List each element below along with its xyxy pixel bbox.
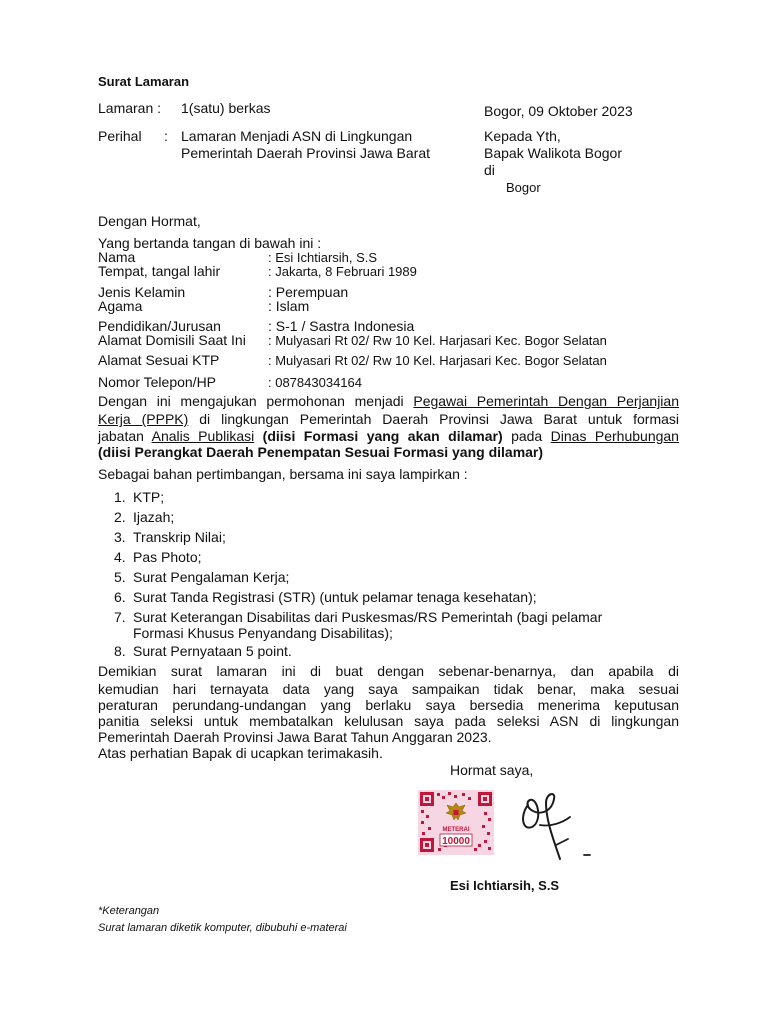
formasi-hint: (diisi Formasi yang akan dilamar) xyxy=(262,428,503,444)
list-item xyxy=(114,569,289,585)
field-value-nama: : Esi Ichtiarsih, S.S xyxy=(268,250,378,265)
list-item xyxy=(114,643,292,659)
field-label-domisili: Alamat Domisili Saat Ini xyxy=(98,332,246,348)
field-value-domisili: : Mulyasari Rt 02/ Rw 10 Kel. Harjasari Kec. Bogor Selatan xyxy=(268,333,607,348)
footnote-text: Surat lamaran diketik komputer, dibubuhi e-materai xyxy=(98,922,347,934)
field-value-pendidikan: : S-1 / Sastra Indonesia xyxy=(268,318,415,334)
list-text: KTP; xyxy=(133,489,165,505)
application-text: jabatan xyxy=(98,428,152,444)
list-text-line-1: Surat Keterangan Disabilitas dari Puskesmas/RS Pemerintah (bagi pelamar xyxy=(133,609,603,625)
list-number: 7. xyxy=(114,609,126,625)
recipient-line-1: Kepada Yth, xyxy=(484,128,561,144)
list-item xyxy=(114,589,537,605)
closing-line-3: peraturan perundang-undangan yang berlaku saya bersedia menerima keputusan xyxy=(98,697,679,713)
list-text-line-2: Formasi Khusus Penyandang Disabilitas); xyxy=(133,625,393,641)
stamp-amount: 10000 xyxy=(442,836,470,847)
list-item xyxy=(114,489,164,505)
signer-name: Esi Ichtiarsih, S.S xyxy=(450,878,560,893)
list-text xyxy=(133,609,602,641)
signature-image xyxy=(510,787,596,867)
field-label-agama: Agama xyxy=(98,298,143,314)
closing-line-5: Pemerintah Daerah Provinsi Jawa Barat Tahun Anggaran 2023. xyxy=(98,729,492,745)
list-item xyxy=(114,609,602,641)
stamp-label: METERAI xyxy=(442,827,470,833)
list-text: Transkrip Nilai; xyxy=(133,529,226,545)
recipient-line-2: Bapak Walikota Bogor xyxy=(484,145,622,161)
list-number: 2. xyxy=(114,509,126,525)
list-text: Pas Photo; xyxy=(133,549,202,565)
field-label-ktp: Alamat Sesuai KTP xyxy=(98,352,220,368)
list-number: 1. xyxy=(114,489,126,505)
closing-line-2: kemudian hari ternayata data yang saya sampaikan tidak benar, maka sesuai xyxy=(98,681,679,697)
dinas-name: Dinas Perhubungan xyxy=(550,428,679,444)
lamaran-label: Lamaran : xyxy=(98,100,162,116)
list-text: Surat Pengalaman Kerja; xyxy=(133,569,290,585)
lamaran-value: 1(satu) berkas xyxy=(181,100,271,116)
letter-date: Bogor, 09 Oktober 2023 xyxy=(484,103,633,119)
list-number: 5. xyxy=(114,569,126,585)
perihal-label: Perihal xyxy=(98,128,142,144)
signoff: Hormat saya, xyxy=(450,762,534,778)
greeting: Dengan Hormat, xyxy=(98,213,201,229)
recipient-line-4: Bogor xyxy=(506,180,541,195)
list-text: Surat Tanda Registrasi (STR) (untuk pelamar tenaga kesehatan); xyxy=(133,589,537,605)
list-number: 6. xyxy=(114,589,126,605)
list-text: Surat Pernyataan 5 point. xyxy=(133,643,292,659)
field-label-ttl: Tempat, tangal lahir xyxy=(98,263,221,279)
list-item xyxy=(114,509,174,525)
letter-title: Surat Lamaran xyxy=(98,74,190,89)
jabatan-name: Analis Publikasi xyxy=(151,428,255,444)
application-line-2 xyxy=(98,411,679,427)
perihal-line-1: Lamaran Menjadi ASN di Lingkungan xyxy=(181,128,413,144)
field-value-ktp: : Mulyasari Rt 02/ Rw 10 Kel. Harjasari Kec. Bogor Selatan xyxy=(268,353,607,368)
closing-line-4: panitia seleksi untuk membatalkan kelulusan saya pada seleksi ASN di lingkungan xyxy=(98,713,679,729)
field-value-phone: : 087843034164 xyxy=(268,375,362,390)
list-item xyxy=(114,549,202,565)
attachments-intro: Sebagai bahan pertimbangan, bersama ini saya lampirkan : xyxy=(98,466,468,482)
field-label-pendidikan: Pendidikan/Jurusan xyxy=(98,318,221,334)
field-label-nama: Nama xyxy=(98,249,136,265)
field-label-phone: Nomor Telepon/HP xyxy=(98,374,217,390)
list-number: 3. xyxy=(114,529,126,545)
perihal-colon: : xyxy=(164,128,168,144)
application-text: pada xyxy=(502,428,551,444)
intro-line: Yang bertanda tangan di bawah ini : xyxy=(98,235,322,251)
application-line-3 xyxy=(98,428,679,444)
list-item xyxy=(114,529,226,545)
field-label-gender: Jenis Kelamin xyxy=(98,284,186,300)
list-number: 8. xyxy=(114,643,126,659)
list-text: Ijazah; xyxy=(133,509,175,525)
pppk-abbrev: Kerja (PPPK) xyxy=(98,411,189,427)
signature-icon xyxy=(510,787,596,867)
field-value-gender: : Perempuan xyxy=(268,284,349,300)
closing-line-6: Atas perhatian Bapak di ucapkan terimakasih. xyxy=(98,745,383,761)
field-value-agama: : Islam xyxy=(268,298,310,314)
application-text: Dengan ini mengajukan permohonan menjadi xyxy=(98,393,414,409)
perangkat-daerah-hint: (diisi Perangkat Daerah Penempatan Sesuai Formasi yang dilamar) xyxy=(98,444,544,460)
application-text xyxy=(254,428,262,444)
application-line-1 xyxy=(98,393,679,409)
field-value-ttl: : Jakarta, 8 Februari 1989 xyxy=(268,264,417,279)
application-text: di lingkungan Pemerintah Daerah Provinsi Jawa Barat untuk formasi xyxy=(188,411,680,427)
list-number: 4. xyxy=(114,549,126,565)
perihal-line-2: Pemerintah Daerah Provinsi Jawa Barat xyxy=(181,145,431,161)
e-materai-stamp xyxy=(418,790,494,855)
footnote-title: *Keterangan xyxy=(98,905,160,917)
pppk-link-text: Pegawai Pemerintah Dengan Perjanjian xyxy=(413,393,679,409)
recipient-line-3: di xyxy=(484,162,495,178)
e-materai-stamp-icon xyxy=(418,790,494,855)
closing-line-1: Demikian surat lamaran ini di buat dengan sebenar-benarnya, dan apabila di xyxy=(98,663,679,679)
